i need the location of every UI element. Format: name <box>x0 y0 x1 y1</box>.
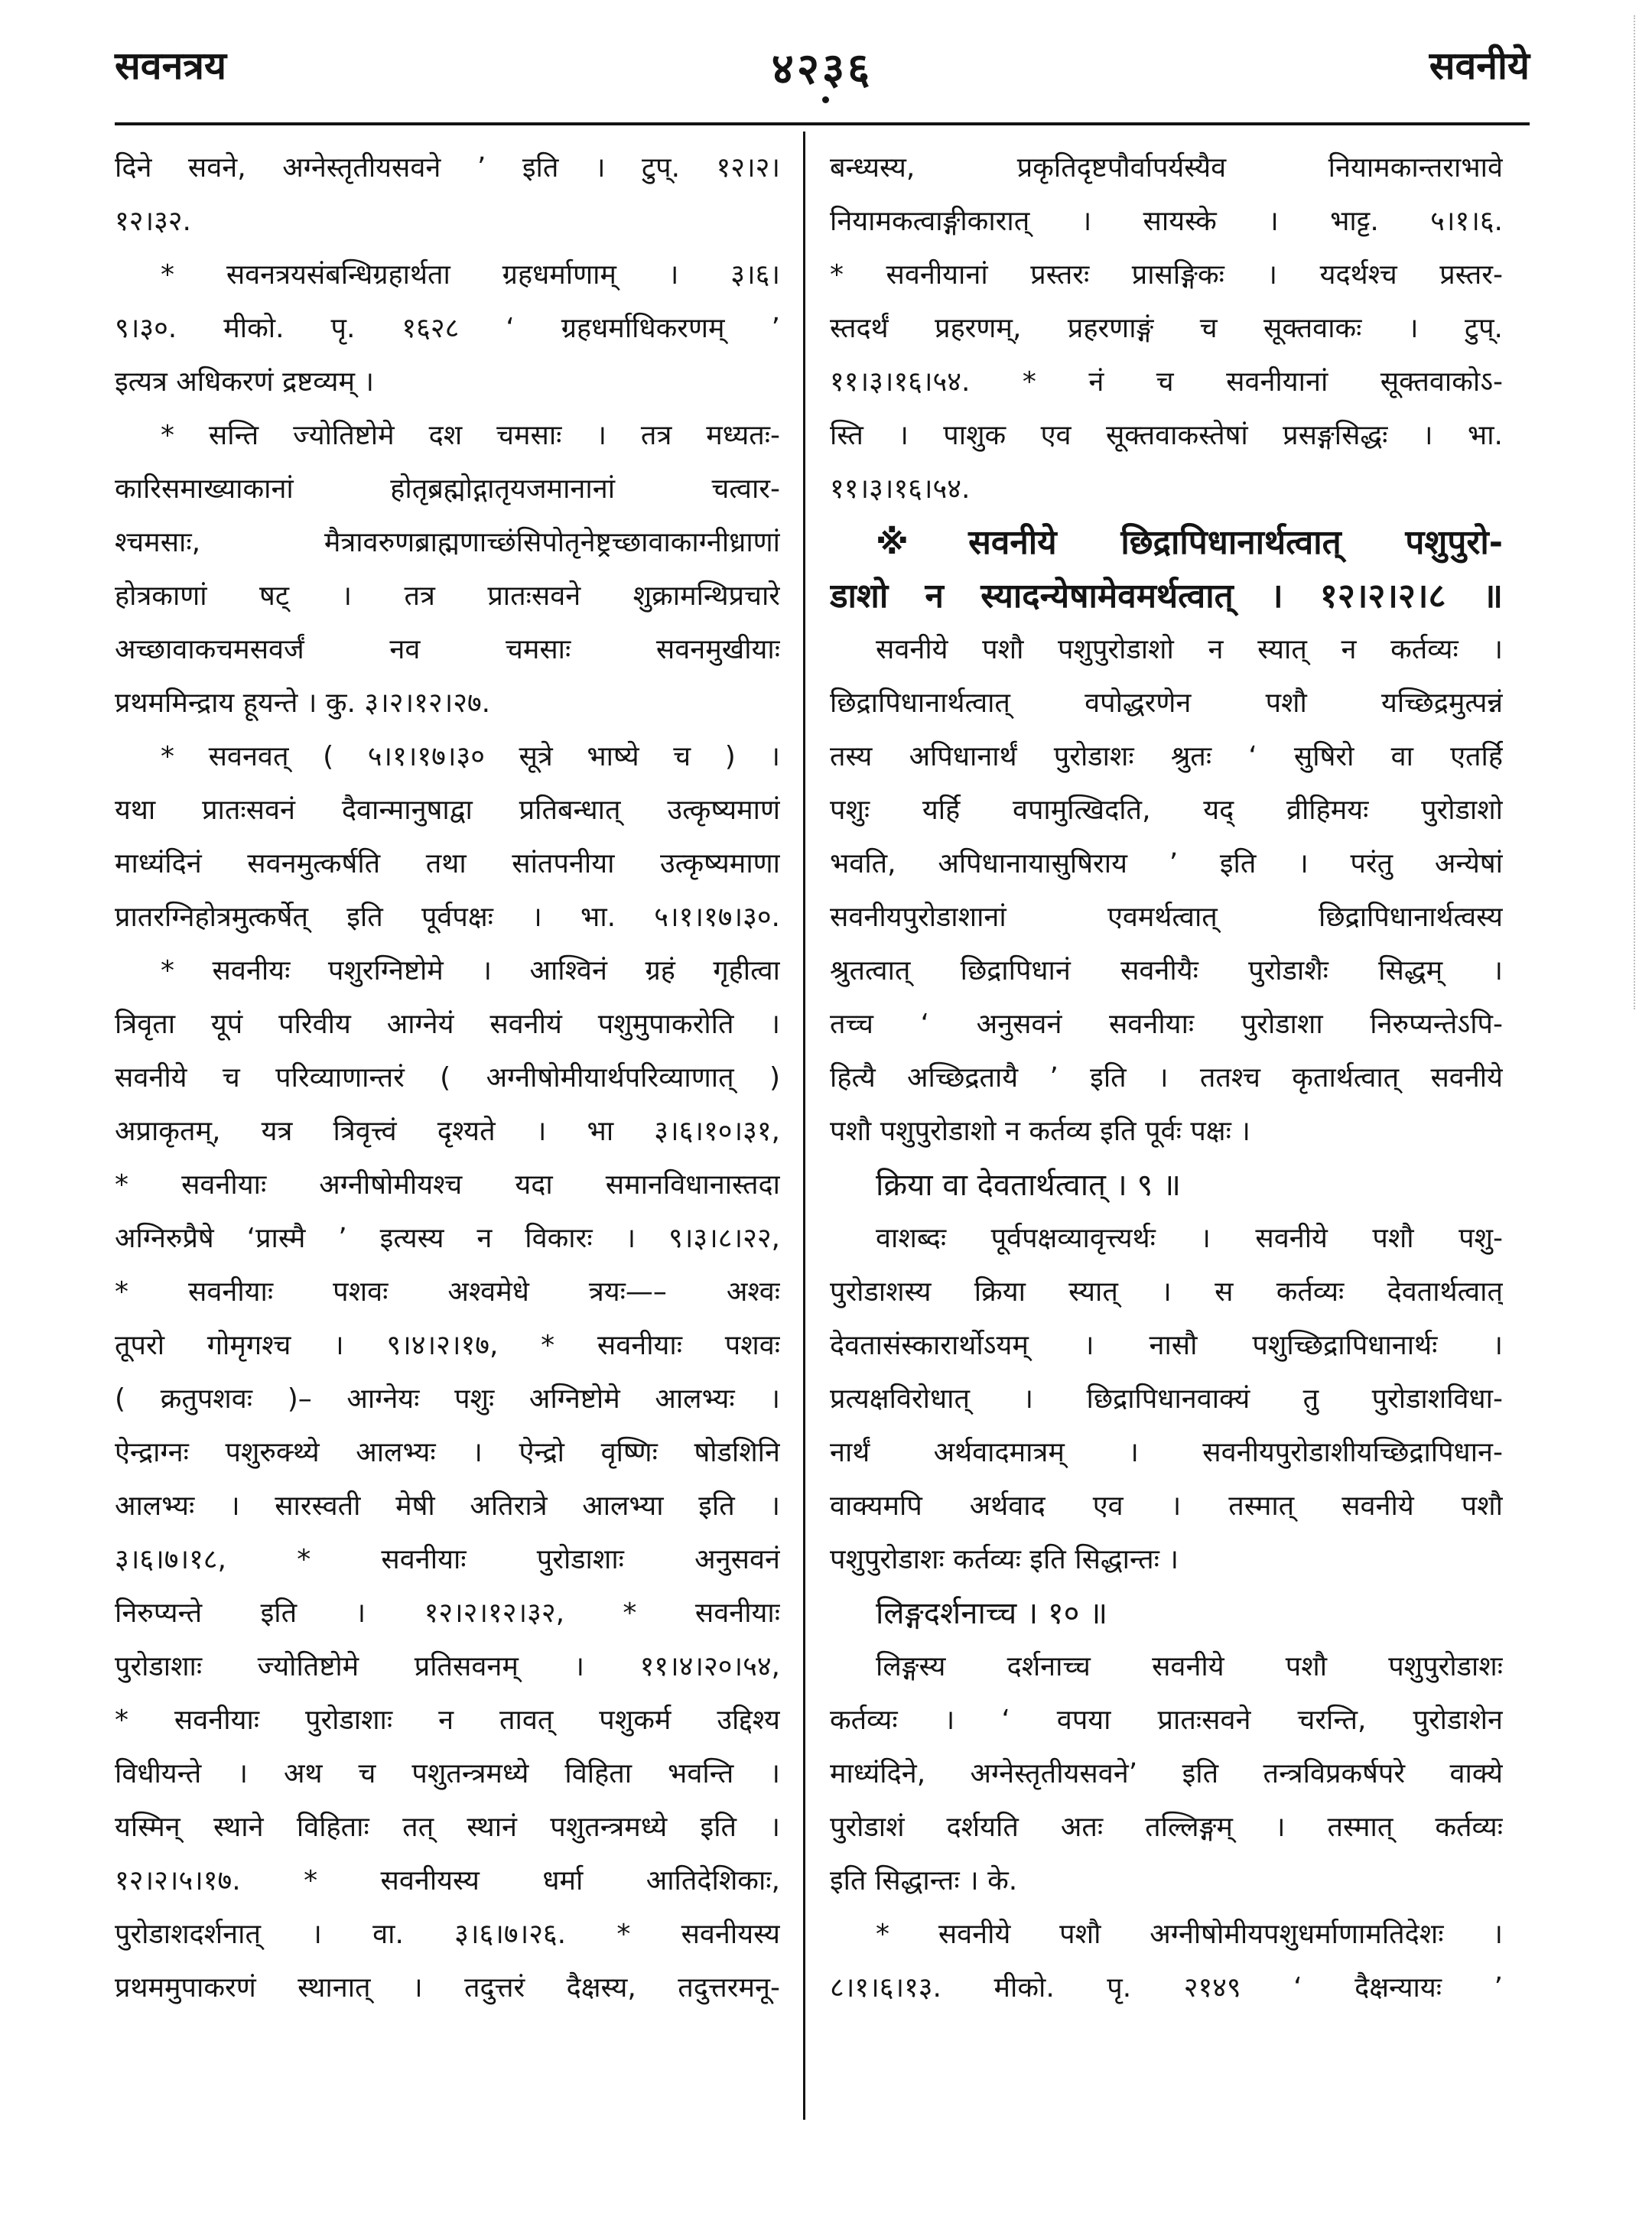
right-line: देवतासंस्कारार्थोऽयम् । नासौ पशुच्छिद्रापिधानार्थः । <box>830 1330 1503 1361</box>
left-line: प्रथममुपाकरणं स्थानात् । तदुत्तरं दैक्षस्य, तदुत्तरमनू- <box>115 1972 780 2004</box>
left-line: यस्मिन् स्थाने विहिताः तत् स्थानं पशुतन्त्रमध्ये इति । <box>115 1812 780 1843</box>
right-line: छिद्रापिधानार्थत्वात् वपोद्धरणेन पशौ यच्छिद्रमुत्पन्नं <box>830 687 1503 719</box>
header-rule <box>115 122 1530 125</box>
right-line: ११।३।१६।५४. * नं च सवनीयानां सूक्तवाकोऽ- <box>830 366 1503 398</box>
right-line: सवनीयपुरोडाशानां एवमर्थत्वात् छिद्रापिधानार्थत्वस्य <box>830 902 1503 933</box>
left-line: ऐन्द्राग्नः पशुरुक्थ्ये आलभ्यः । ऐन्द्रो वृष्णिः षोडशिनि <box>115 1437 780 1468</box>
left-line: अच्छावाकचमसवर्जं नव चमसाः सवनमुखीयाः <box>115 634 780 665</box>
left-line: * सवनवत् ( ५।१।१७।३० सूत्रे भाष्ये च ) । <box>161 741 780 772</box>
right-line: प्रत्यक्षविरोधात् । छिद्रापिधानवाक्यं तु पुरोडाशविधा- <box>830 1383 1503 1415</box>
left-line: पुरोडाशाः ज्योतिष्टोमे प्रतिसवनम् । ११।४।२०।५४, <box>115 1651 780 1682</box>
sutra-text: सवनीये छिद्रापिधानार्थत्वात् पशुपुरो- <box>968 523 1503 562</box>
right-line: कर्तव्यः । ‘ वपया प्रातःसवने चरन्ति, पुरोडाशेन <box>830 1705 1503 1736</box>
sutra-heading: क्रिया वा देवतार्थत्वात् । ९ ॥ <box>876 1168 1181 1203</box>
left-line: ३।६।७।१८, * सवनीयाः पुरोडाशाः अनुसवनं <box>115 1544 780 1575</box>
left-line: * सवनीयाः अग्नीषोमीयश्च यदा समानविधानास्तदा <box>115 1169 780 1201</box>
right-column <box>830 141 1503 2015</box>
right-line: बन्ध्यस्य, प्रकृतिदृष्टपौर्वापर्यस्यैव नियामकान्तराभावे <box>830 152 1503 184</box>
left-line: निरुप्यन्ते इति । १२।२।१२।३२, * सवनीयाः <box>115 1597 780 1629</box>
sutra-mark-icon: ※ <box>876 523 961 562</box>
left-line: पुरोडाशदर्शनात् । वा. ३।६।७।२६. * सवनीयस्य <box>115 1919 780 1950</box>
right-line: भवति, अपिधानायासुषिराय ’ इति । परंतु अन्येषां <box>830 848 1503 879</box>
right-line: पुरोडाशं दर्शयति अतः तल्लिङ्गम् । तस्मात् कर्तव्यः <box>830 1812 1503 1843</box>
right-line: * सवनीये पशौ अग्नीषोमीयपशुधर्माणामतिदेशः । <box>876 1919 1503 1950</box>
right-line: माध्यंदिने, अग्नेस्तृतीयसवने’ इति तन्त्रविप्रकर्षपरे वाक्ये <box>830 1758 1503 1789</box>
right-line: पशुपुरोडाशः कर्तव्यः इति सिद्धान्तः । <box>830 1544 1179 1575</box>
right-line: श्रुतत्वात् छिद्रापिधानं सवनीयैः पुरोडाशैः सिद्धम् । <box>830 955 1503 986</box>
left-line: होत्रकाणां षट् । तत्र प्रातःसवने शुक्रामन्थिप्रचारे <box>115 580 780 612</box>
left-line: ९।३०. मीको. पृ. १६२८ ‘ ग्रहधर्माधिकरणम् ’ <box>115 313 780 344</box>
left-line: तूपरो गोमृगश्च । ९।४।२।१७, * सवनीयाः पशवः <box>115 1330 780 1361</box>
right-line: ११।३।१६।५४. <box>830 473 971 505</box>
left-line: * सन्ति ज्योतिष्टोमे दश चमसाः । तत्र मध्यतः- <box>161 420 780 451</box>
left-line: विधीयन्ते । अथ च पशुतन्त्रमध्ये विहिता भवन्ति । <box>115 1758 780 1789</box>
left-line: श्चमसाः, मैत्रावरुणब्राह्मणाच्छंसिपोतृनेष्ट्रच्छावाकाग्नीध्राणां <box>115 527 780 558</box>
right-line: स्तदर्थं प्रहरणम्, प्रहरणाङ्गं च सूक्तवाकः । टुप्. <box>830 313 1503 344</box>
left-line: दिने सवने, अग्नेस्तृतीयसवने ’ इति । टुप्. १२।२। <box>115 152 780 184</box>
left-line: ( क्रतुपशवः )– आग्नेयः पशुः अग्निष्टोमे आलभ्यः । <box>115 1383 780 1415</box>
right-line: वाशब्दः पूर्वपक्षव्यावृत्त्यर्थः । सवनीये पशौ पशु- <box>876 1223 1503 1254</box>
left-line: कारिसमाख्याकानां होतृब्रह्मोद्गातृयजमानानां चत्वार- <box>115 473 780 505</box>
left-line: अग्निरुप्रैषे ‘प्रास्मै ’ इत्यस्य न विकारः । ९।३।८।२२, <box>115 1223 780 1254</box>
left-line: यथा प्रातःसवनं दैवान्मानुषाद्वा प्रतिबन्धात् उत्कृष्यमाणं <box>115 795 780 826</box>
left-line: * सवनत्रयसंबन्धिग्रहार्थता ग्रहधर्माणाम् । ३।६। <box>161 259 780 291</box>
left-line: १२।२।५।१७. * सवनीयस्य धर्मा आतिदेशिकाः, <box>115 1865 780 1896</box>
column-divider <box>803 132 805 2120</box>
right-line: पशौ पशुपुरोडाशो न कर्तव्य इति पूर्वः पक्षः । <box>830 1116 1250 1147</box>
left-line: * सवनीयाः पशवः अश्वमेधे त्रयः—– अश्वः <box>115 1276 780 1308</box>
left-line: * सवनीयाः पुरोडाशाः न तावत् पशुकर्म उद्दिश्य <box>115 1705 780 1736</box>
header-right-keyword: सवनीये <box>1429 44 1530 88</box>
page-number: ४२३६ <box>771 44 873 94</box>
right-line: हित्यै अच्छिद्रतायै ’ इति । ततश्च कृतार्थत्वात् सवनीये <box>830 1062 1503 1094</box>
sutra-heading: लिङ्गदर्शनाच्च । १० ॥ <box>876 1596 1108 1631</box>
right-line: सवनीये पशौ पशुपुरोडाशो न स्यात् न कर्तव्यः । <box>876 634 1503 665</box>
left-line: सवनीये च परिव्याणान्तरं ( अग्नीषोमीयार्थपरिव्याणात् ) <box>115 1062 780 1094</box>
right-line: स्ति । पाशुक एव सूक्तवाकस्तेषां प्रसङ्गसिद्धः । भा. <box>830 420 1503 451</box>
left-line: प्रथममिन्द्राय हूयन्ते । कु. ३।२।१२।२७. <box>115 687 491 719</box>
left-line: १२।३२. <box>115 206 191 237</box>
left-line: आलभ्यः । सारस्वती मेषी अतिरात्रे आलभ्या इति । <box>115 1490 780 1522</box>
right-line: नियामकत्वाङ्गीकारात् । सायस्के । भाट्ट. ५।१।६. <box>830 206 1503 237</box>
left-line: त्रिवृता यूपं परिवीय आग्नेयं सवनीयं पशुमुपाकरोति । <box>115 1009 780 1040</box>
left-line: * सवनीयः पशुरग्निष्टोमे । आश्विनं ग्रहं गृहीत्वा <box>161 955 780 986</box>
right-line: तस्य अपिधानार्थं पुरोडाशः श्रुतः ‘ सुषिरो वा एतर्हि <box>830 741 1503 772</box>
left-line: इत्यत्र अधिकरणं द्रष्टव्यम् । <box>115 366 375 398</box>
left-line: अप्राकृतम्, यत्र त्रिवृत्त्वं दृश्यते । भा ३।६।१०।३१, <box>115 1116 780 1147</box>
sutra-heading-cont: डाशो न स्यादन्येषामेवमर्थत्वात् । १२।२।२।८ ॥ <box>830 577 1503 616</box>
right-line: तच्च ‘ अनुसवनं सवनीयाः पुरोडाशा निरुप्यन्तेऽपि- <box>830 1009 1503 1040</box>
right-line: नार्थं अर्थवादमात्रम् । सवनीयपुरोडाशीयच्छिद्रापिधान- <box>830 1437 1503 1468</box>
right-line: वाक्यमपि अर्थवाद एव । तस्मात् सवनीये पशौ <box>830 1490 1503 1522</box>
right-line: * सवनीयानां प्रस्तरः प्रासङ्गिकः । यदर्थश्च प्रस्तर- <box>830 259 1503 291</box>
left-line: माध्यंदिनं सवनमुत्कर्षति तथा सांतपनीया उत्कृष्यमाणा <box>115 848 780 879</box>
right-line: लिङ्गस्य दर्शनाच्च सवनीये पशौ पशुपुरोडाशः <box>876 1651 1503 1682</box>
running-header <box>115 31 1530 115</box>
left-column <box>115 141 780 2015</box>
header-left-keyword: सवनत्रय <box>115 44 226 88</box>
left-line: प्रातरग्निहोत्रमुत्कर्षेत् इति पूर्वपक्षः । भा. ५।१।१७।३०. <box>115 902 780 933</box>
header-dot <box>822 96 829 103</box>
right-line: पशुः यर्हि वपामुत्खिदति, यद् व्रीहिमयः पुरोडाशो <box>830 795 1503 826</box>
right-line: इति सिद्धान्तः । के. <box>830 1865 1018 1896</box>
right-line: ८।१।६।१३. मीको. पृ. २१४९ ‘ दैक्षन्यायः ’ <box>830 1972 1503 2004</box>
scan-edge-marks <box>1634 15 1646 1009</box>
right-line: पुरोडाशस्य क्रिया स्यात् । स कर्तव्यः देवतार्थत्वात् <box>830 1276 1503 1308</box>
sutra-heading <box>830 516 1503 570</box>
